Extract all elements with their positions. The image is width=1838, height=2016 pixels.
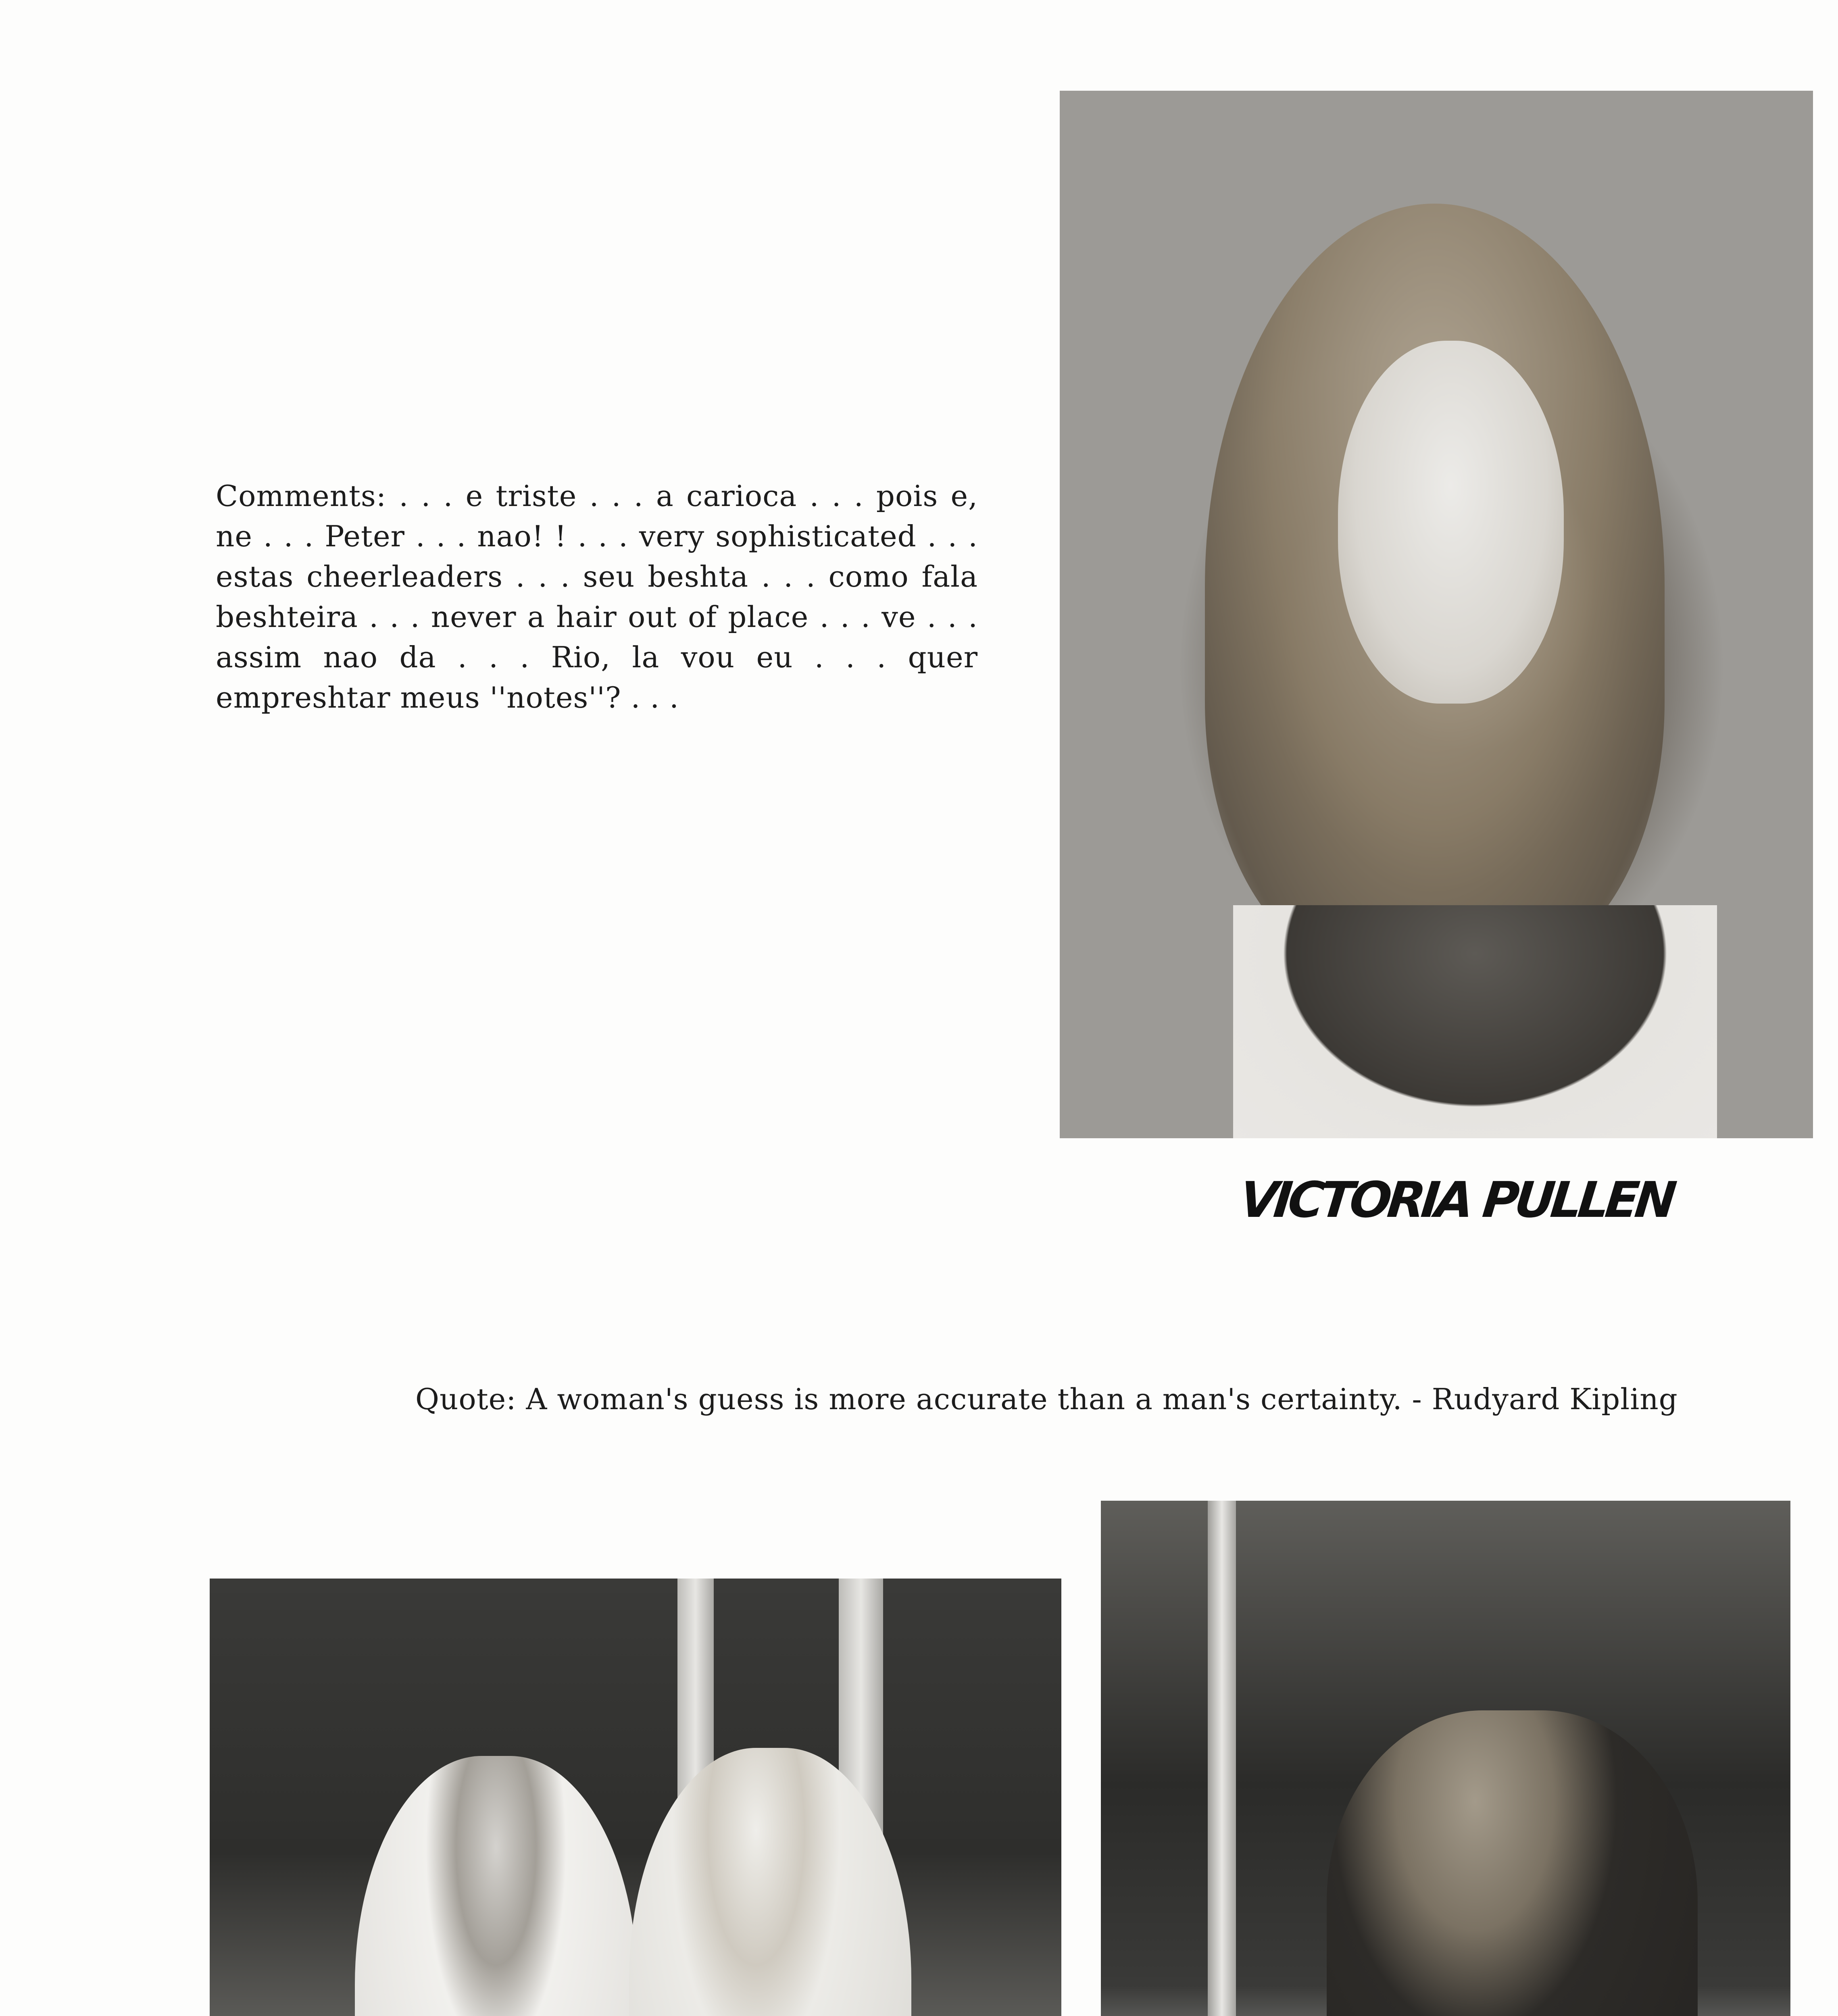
photo-person — [355, 1756, 637, 2016]
candid-photo-right — [1101, 1501, 1790, 2016]
portrait-face — [1338, 341, 1564, 704]
quote-text: Quote: A woman's guess is more accurate than a man's certainty. - Rudyard Kipling — [415, 1382, 1678, 1416]
student-name-title: VICTORIA PULLEN — [1237, 1171, 1675, 1229]
senior-portrait-photo — [1060, 91, 1813, 1138]
portrait-collar — [1233, 905, 1717, 1138]
photo-person — [1327, 1710, 1698, 2016]
comments-text: Comments: . . . e triste . . . a carioca . . . pois e, ne . . . Peter . . . nao! ! . . . very sophisticated . . . estas cheerleaders . . . seu beshta . . . como fala beshteira . . . never a hair out of place . . . ve . . . assim nao da . . . Rio, la vou eu . . . quer empreshtar meus ''notes''? . . . — [216, 479, 978, 714]
photo-umbrella-pole — [1208, 1501, 1236, 2016]
candid-photo-left — [210, 1579, 1061, 2016]
